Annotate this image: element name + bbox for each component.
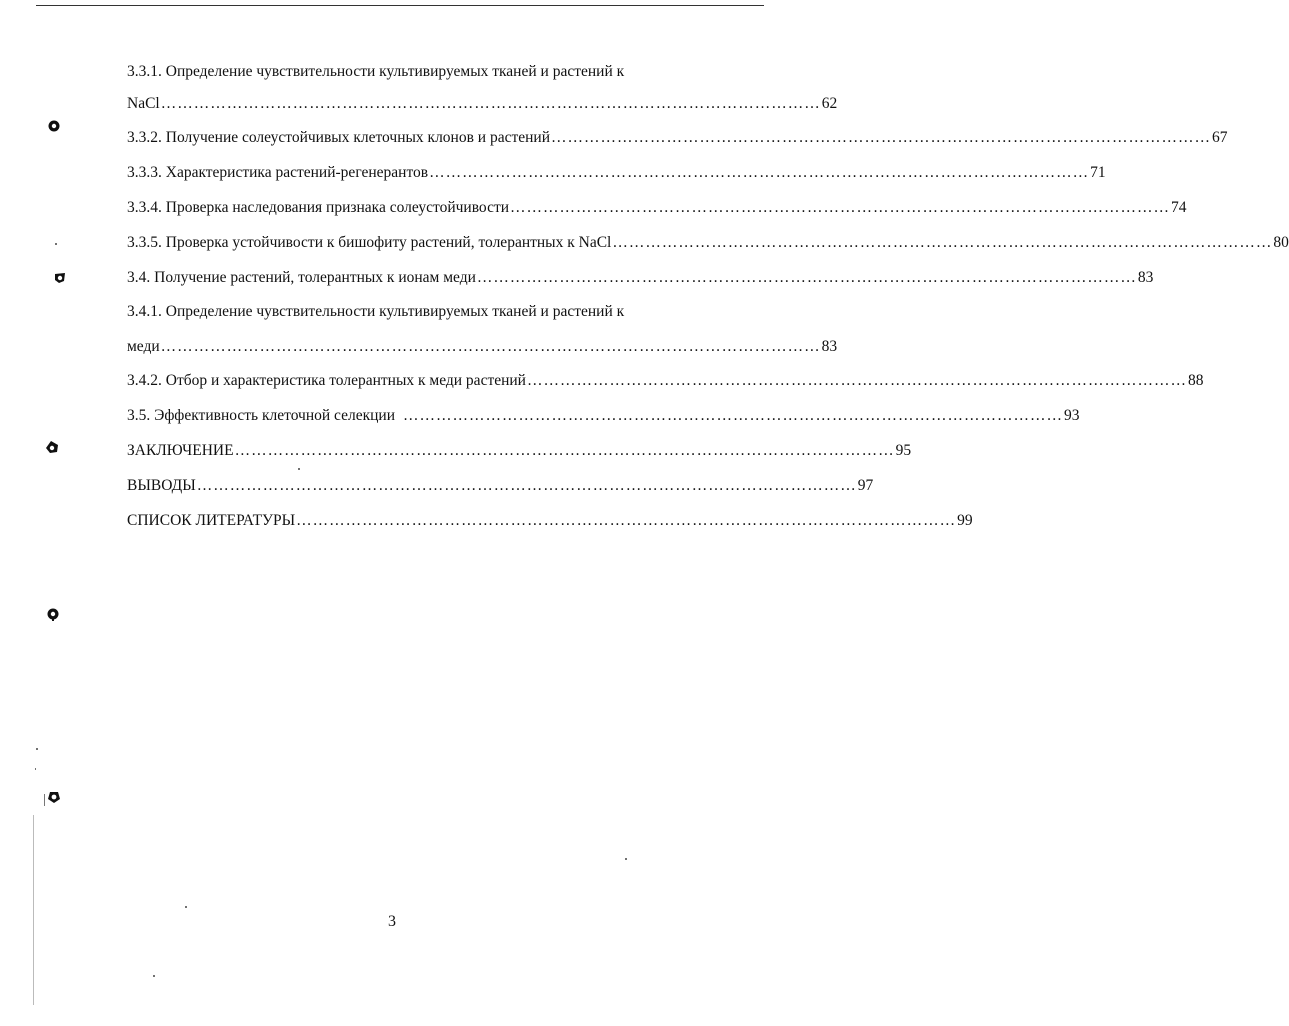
toc-entry-title: 3.4.1. Определение чувствительности культивируемых тканей и растений к xyxy=(127,303,625,320)
toc-entry-title: 3.3.4. Проверка наследования признака солеустойчивости xyxy=(127,199,510,216)
toc-entry-page: 83 xyxy=(1137,269,1154,286)
toc-entry-3-4-1-line1 xyxy=(127,301,683,323)
toc-entry-3-3-4 xyxy=(127,197,1187,219)
dot-leader: ………………………………………………………………………………………………………… xyxy=(196,477,857,494)
top-border-line xyxy=(36,5,764,6)
scan-speck xyxy=(153,975,155,977)
toc-entry-page: 97 xyxy=(857,477,874,494)
toc-entry-page: 74 xyxy=(1171,199,1187,216)
toc-entry-title: СПИСОК ЛИТЕРАТУРЫ xyxy=(127,512,296,529)
dot-leader: ………………………………………………………………………………………………………… xyxy=(234,442,895,459)
toc-entry-page: 93 xyxy=(1064,407,1080,424)
toc-entry-title: ЗАКЛЮЧЕНИЕ xyxy=(127,442,234,459)
toc-entry-references xyxy=(127,510,973,532)
toc-entry-3-3-3 xyxy=(127,162,1106,184)
margin-mark xyxy=(44,794,45,806)
scan-speck xyxy=(625,858,627,860)
toc-entry-3-3-2 xyxy=(127,127,1228,149)
margin-mark xyxy=(33,815,34,1005)
toc-entry-3-3-5 xyxy=(127,232,1289,254)
page-number: 3 xyxy=(388,913,396,930)
dot-leader: ………………………………………………………………………………………………………… xyxy=(612,234,1273,251)
toc-entry-title: 3.3.1. Определение чувствительности культивируемых тканей и растений к xyxy=(127,63,625,80)
dot-leader: ………………………………………………………………………………………………………… xyxy=(160,95,821,112)
scan-speck xyxy=(298,468,300,470)
scan-speck xyxy=(36,748,38,750)
scan-speck xyxy=(35,768,36,770)
toc-entry-title: меди xyxy=(127,338,160,355)
dot-leader: ………………………………………………………………………………………………………… xyxy=(296,512,957,529)
toc-entry-3-5 xyxy=(127,405,1080,427)
toc-entry-title: 3.4.2. Отбор и характеристика толерантных к меди растений xyxy=(127,372,526,389)
toc-entry-title: 3.3.3. Характеристика растений-регенерантов xyxy=(127,164,429,181)
toc-entry-page: 88 xyxy=(1187,372,1204,389)
toc-entry-title: 3.3.5. Проверка устойчивости к бишофиту растений, толерантных к NaCl xyxy=(127,234,612,251)
dot-leader: ………………………………………………………………………………………………………… xyxy=(551,129,1212,146)
toc-entry-title: ВЫВОДЫ xyxy=(127,477,196,494)
toc-entry-3-4 xyxy=(127,267,1154,289)
toc-entry-page: 99 xyxy=(957,512,973,529)
punch-hole-icon xyxy=(47,119,61,133)
dot-leader: ………………………………………………………………………………………………………… xyxy=(429,164,1090,181)
toc-entry-conclusion xyxy=(127,440,912,462)
toc-entry-3-3-1-line1 xyxy=(127,61,683,83)
toc-entry-3-3-1-line2 xyxy=(127,93,838,115)
toc-entry-title: 3.3.2. Получение солеустойчивых клеточных клонов и растений xyxy=(127,129,551,146)
dot-leader: ………………………………………………………………………………………………………… xyxy=(403,407,1064,424)
toc-entry-page: 80 xyxy=(1273,234,1289,251)
toc-entry-title: 3.4. Получение растений, толерантных к ионам меди xyxy=(127,269,476,286)
punch-hole-icon xyxy=(47,790,61,804)
toc-entry-page: 62 xyxy=(821,95,838,112)
punch-hole-icon xyxy=(45,440,59,454)
toc-entry-title: NaCl xyxy=(127,95,160,112)
dot-leader: ………………………………………………………………………………………………………… xyxy=(476,269,1137,286)
toc-entry-title: 3.5. Эффективность клеточной селекции xyxy=(127,407,396,424)
scan-speck xyxy=(185,906,187,908)
toc-entry-findings xyxy=(127,475,874,497)
punch-hole-icon xyxy=(46,608,60,622)
toc-entry-page: 95 xyxy=(895,442,912,459)
dot-leader: ………………………………………………………………………………………………………… xyxy=(510,199,1171,216)
dot-leader: ………………………………………………………………………………………………………… xyxy=(526,372,1187,389)
punch-hole-icon xyxy=(53,271,67,285)
toc-entry-page: 71 xyxy=(1090,164,1106,181)
toc-entry-3-4-1-line2 xyxy=(127,336,838,358)
toc-entry-page: 67 xyxy=(1212,129,1228,146)
toc-entry-3-4-2 xyxy=(127,370,1204,392)
scan-speck xyxy=(55,243,57,245)
dot-leader: ………………………………………………………………………………………………………… xyxy=(160,338,821,355)
toc-entry-page: 83 xyxy=(821,338,838,355)
